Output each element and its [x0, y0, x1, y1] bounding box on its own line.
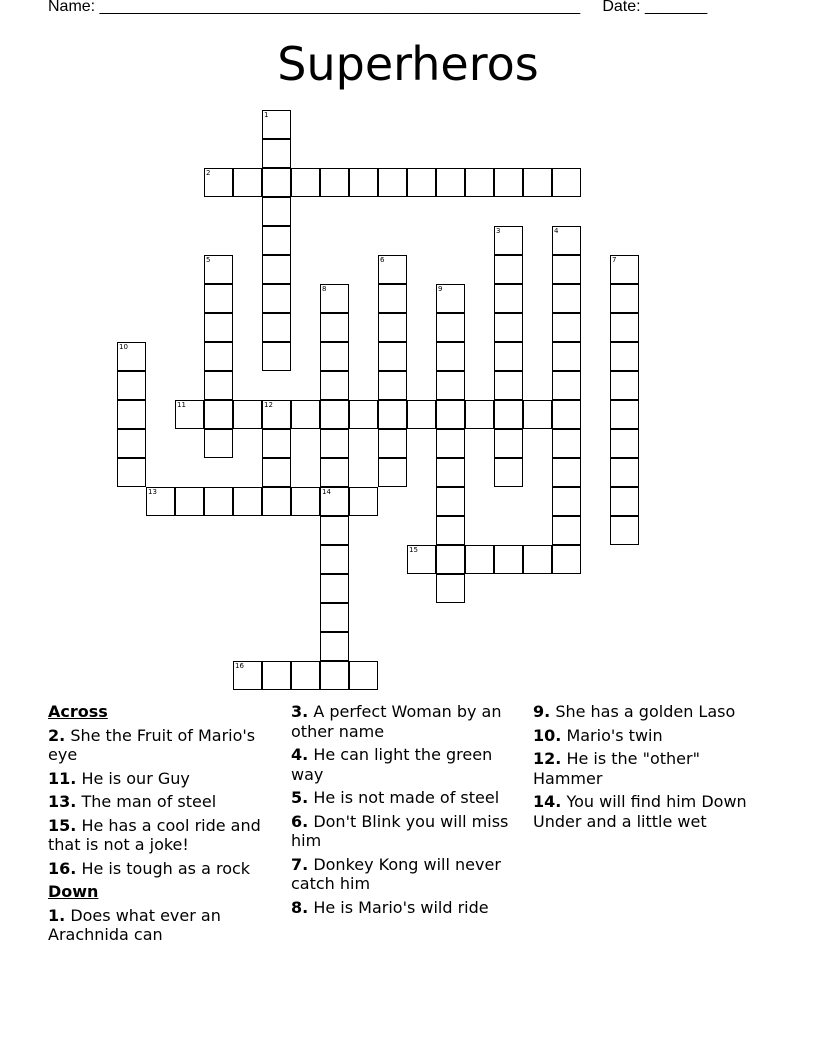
clue-item [533, 726, 763, 746]
grid-cell[interactable] [494, 458, 523, 487]
cell-number: 4 [554, 227, 559, 235]
clue-number: 5. [291, 788, 309, 807]
grid-cell[interactable] [494, 400, 523, 429]
grid-cell[interactable] [552, 429, 581, 458]
grid-cell[interactable] [291, 661, 320, 690]
grid-cell[interactable] [320, 603, 349, 632]
grid-cell[interactable] [378, 284, 407, 313]
clue-item [291, 702, 516, 741]
grid-cell[interactable] [552, 284, 581, 313]
cell-number: 1 [264, 111, 269, 119]
grid-cell[interactable] [436, 487, 465, 516]
grid-cell[interactable] [349, 400, 378, 429]
clue-number: 2. [48, 725, 66, 745]
grid-cell[interactable] [436, 458, 465, 487]
grid-cell[interactable] [494, 284, 523, 313]
grid-cell[interactable] [320, 429, 349, 458]
clue-number: 12. [533, 749, 562, 768]
cell-number: 3 [496, 227, 501, 235]
clue-item [48, 726, 278, 765]
grid-cell[interactable] [320, 458, 349, 487]
clue-number: 1. [48, 905, 66, 925]
clue-item [48, 906, 278, 945]
clue-item [48, 792, 278, 812]
grid-cell[interactable] [320, 487, 349, 516]
grid-cell[interactable] [146, 487, 175, 516]
grid-cell[interactable] [552, 313, 581, 342]
grid-cell[interactable] [494, 371, 523, 400]
grid-cell[interactable] [320, 632, 349, 661]
grid-cell[interactable] [494, 342, 523, 371]
grid-cell[interactable] [320, 545, 349, 574]
grid-cell[interactable] [436, 313, 465, 342]
grid-cell[interactable] [552, 516, 581, 545]
grid-cell[interactable] [378, 371, 407, 400]
grid-cell[interactable] [494, 255, 523, 284]
grid-cell[interactable] [407, 400, 436, 429]
grid-cell[interactable] [204, 342, 233, 371]
grid-cell[interactable] [436, 342, 465, 371]
clue-text: He is tough as a rock [81, 858, 251, 878]
cell-number: 12 [264, 401, 273, 409]
grid-cell[interactable] [378, 313, 407, 342]
grid-cell[interactable] [610, 487, 639, 516]
grid-cell[interactable] [610, 342, 639, 371]
grid-cell[interactable] [494, 429, 523, 458]
clue-number: 3. [291, 702, 309, 721]
grid-cell[interactable] [378, 342, 407, 371]
clue-text: Donkey Kong will never catch him [291, 854, 501, 893]
clue-item [533, 792, 763, 831]
grid-cell[interactable] [610, 400, 639, 429]
clue-text: He is Mario's wild ride [313, 897, 489, 917]
grid-cell[interactable] [407, 168, 436, 197]
grid-cell[interactable] [320, 661, 349, 690]
grid-cell[interactable] [262, 487, 291, 516]
grid-cell[interactable] [436, 168, 465, 197]
grid-cell[interactable] [494, 168, 523, 197]
clue-text: Does what ever an Arachnida can [48, 905, 221, 944]
grid-cell[interactable] [204, 371, 233, 400]
grid-cell[interactable] [552, 400, 581, 429]
grid-cell[interactable] [320, 342, 349, 371]
grid-cell[interactable] [117, 458, 146, 487]
clue-text: He is not made of steel [313, 788, 500, 807]
grid-cell[interactable] [291, 168, 320, 197]
grid-cell[interactable] [233, 487, 262, 516]
clue-text: Mario's twin [566, 725, 663, 745]
clue-text: She has a golden Laso [555, 702, 736, 721]
clue-number: 8. [291, 897, 309, 917]
grid-cell[interactable] [117, 429, 146, 458]
grid-cell[interactable] [378, 400, 407, 429]
cell-number: 6 [380, 256, 385, 264]
clue-column-2 [291, 702, 516, 921]
grid-cell[interactable] [320, 313, 349, 342]
grid-cell[interactable] [465, 400, 494, 429]
clue-item [48, 769, 278, 789]
grid-cell[interactable] [204, 255, 233, 284]
grid-cell[interactable] [262, 139, 291, 168]
clue-item [533, 702, 763, 722]
grid-cell[interactable] [175, 400, 204, 429]
grid-cell[interactable] [320, 574, 349, 603]
cell-number: 7 [612, 256, 617, 264]
grid-cell[interactable] [523, 400, 552, 429]
grid-cell[interactable] [465, 545, 494, 574]
clue-text: Don't Blink you will miss him [291, 811, 509, 850]
grid-cell[interactable] [291, 400, 320, 429]
grid-cell[interactable] [233, 400, 262, 429]
clue-item [291, 812, 516, 851]
grid-cell[interactable] [262, 313, 291, 342]
clue-item [533, 749, 763, 788]
grid-cell[interactable] [552, 168, 581, 197]
grid-cell[interactable] [117, 400, 146, 429]
cell-number: 16 [235, 662, 244, 670]
cell-number: 13 [148, 488, 157, 496]
cell-number: 11 [177, 401, 186, 409]
cell-number: 2 [206, 169, 211, 177]
grid-cell[interactable] [436, 400, 465, 429]
grid-cell[interactable] [204, 487, 233, 516]
clue-column-1 [48, 702, 278, 949]
clue-number: 9. [533, 702, 551, 721]
clue-number: 6. [291, 811, 309, 831]
grid-cell[interactable] [610, 284, 639, 313]
grid-cell[interactable] [378, 255, 407, 284]
cell-number: 5 [206, 256, 211, 264]
down-heading: Down [48, 882, 99, 901]
grid-cell[interactable] [523, 168, 552, 197]
grid-cell[interactable] [204, 168, 233, 197]
grid-cell[interactable] [204, 313, 233, 342]
grid-cell[interactable] [117, 371, 146, 400]
grid-cell[interactable] [436, 545, 465, 574]
grid-cell[interactable] [523, 545, 552, 574]
grid-cell[interactable] [465, 168, 494, 197]
grid-cell[interactable] [378, 168, 407, 197]
grid-cell[interactable] [610, 516, 639, 545]
cell-number: 15 [409, 546, 418, 554]
name-label: Name: [48, 0, 100, 15]
clue-item [291, 745, 516, 784]
grid-cell[interactable] [262, 110, 291, 139]
grid-cell[interactable] [407, 545, 436, 574]
grid-cell[interactable] [552, 545, 581, 574]
grid-cell[interactable] [610, 313, 639, 342]
grid-cell[interactable] [436, 516, 465, 545]
clue-text: He is our Guy [81, 768, 190, 788]
grid-cell[interactable] [436, 574, 465, 603]
grid-cell[interactable] [552, 226, 581, 255]
clue-number: 13. [48, 792, 77, 811]
clue-number: 7. [291, 854, 309, 874]
grid-cell[interactable] [494, 313, 523, 342]
cell-number: 8 [322, 285, 327, 293]
clue-number: 4. [291, 745, 309, 764]
grid-cell[interactable] [349, 487, 378, 516]
grid-cell[interactable] [552, 371, 581, 400]
grid-cell[interactable] [262, 400, 291, 429]
clue-number: 15. [48, 815, 77, 835]
clue-text: You will find him Down Under and a little wet [533, 792, 747, 831]
grid-cell[interactable] [262, 197, 291, 226]
grid-cell[interactable] [262, 226, 291, 255]
grid-cell[interactable] [610, 255, 639, 284]
cell-number: 14 [322, 488, 331, 496]
grid-cell[interactable] [320, 516, 349, 545]
grid-cell[interactable] [117, 342, 146, 371]
grid-cell[interactable] [552, 255, 581, 284]
clue-text: He is the "other" Hammer [533, 749, 700, 788]
clue-text: The man of steel [81, 792, 217, 811]
grid-cell[interactable] [320, 168, 349, 197]
grid-cell[interactable] [233, 168, 262, 197]
clue-text: He has a cool ride and that is not a joke! [48, 815, 261, 854]
grid-cell[interactable] [378, 458, 407, 487]
grid-cell[interactable] [349, 661, 378, 690]
grid-cell[interactable] [204, 284, 233, 313]
grid-cell[interactable] [610, 371, 639, 400]
grid-cell[interactable] [494, 545, 523, 574]
grid-cell[interactable] [320, 400, 349, 429]
clue-item [291, 788, 516, 808]
grid-cell[interactable] [378, 429, 407, 458]
grid-cell[interactable] [204, 429, 233, 458]
clue-number: 11. [48, 768, 77, 788]
clue-number: 16. [48, 858, 77, 878]
clue-column-3 [533, 702, 763, 835]
grid-cell[interactable] [610, 458, 639, 487]
grid-cell[interactable] [320, 371, 349, 400]
grid-cell[interactable] [436, 429, 465, 458]
date-label: Date: [602, 0, 646, 15]
grid-cell[interactable] [262, 661, 291, 690]
clue-text: He can light the green way [291, 745, 493, 784]
cell-number: 10 [119, 343, 128, 351]
across-heading: Across [48, 702, 108, 721]
clue-text: She the Fruit of Mario's eye [48, 725, 256, 764]
page-title: Superheros [277, 37, 539, 91]
clue-number: 14. [533, 792, 562, 811]
grid-cell[interactable] [552, 458, 581, 487]
grid-cell[interactable] [262, 342, 291, 371]
grid-cell[interactable] [552, 342, 581, 371]
clue-text: A perfect Woman by an other name [291, 702, 502, 741]
clue-item [291, 898, 516, 918]
grid-cell[interactable] [262, 284, 291, 313]
grid-cell[interactable] [175, 487, 204, 516]
grid-cell[interactable] [552, 487, 581, 516]
grid-cell[interactable] [262, 429, 291, 458]
grid-cell[interactable] [291, 487, 320, 516]
grid-cell[interactable] [494, 226, 523, 255]
grid-cell[interactable] [262, 458, 291, 487]
clue-item [48, 816, 278, 855]
clue-item [291, 855, 516, 894]
grid-cell[interactable] [262, 255, 291, 284]
grid-cell[interactable] [204, 400, 233, 429]
grid-cell[interactable] [610, 429, 639, 458]
date-blank[interactable]: _______ [645, 0, 708, 15]
cell-number: 9 [438, 285, 443, 293]
grid-cell[interactable] [349, 168, 378, 197]
grid-cell[interactable] [436, 371, 465, 400]
grid-cell[interactable] [233, 661, 262, 690]
clue-item [48, 859, 278, 879]
grid-cell[interactable] [436, 284, 465, 313]
clue-number: 10. [533, 725, 562, 745]
grid-cell[interactable] [320, 284, 349, 313]
grid-cell[interactable] [262, 168, 291, 197]
name-blank[interactable]: ______________________________________________________ [99, 0, 581, 15]
